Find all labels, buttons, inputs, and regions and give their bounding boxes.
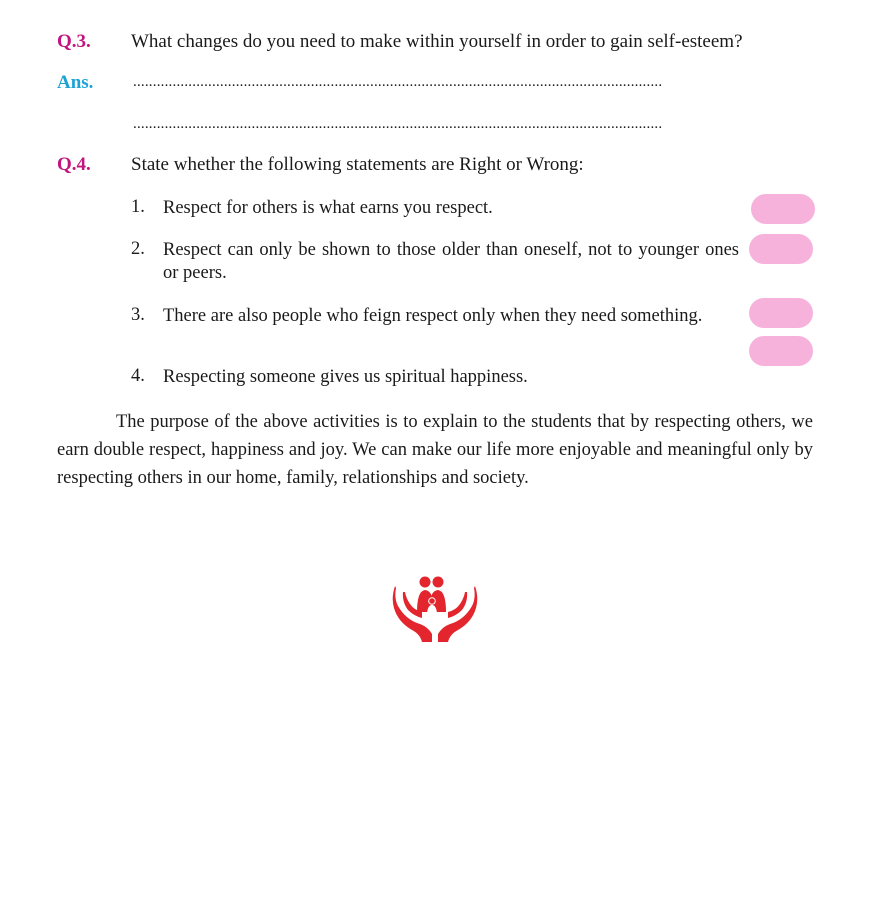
answer-box-4[interactable] (749, 336, 813, 366)
statement-text: Respecting someone gives us spiritual happiness. (163, 367, 528, 387)
answer-label: Ans. (57, 72, 94, 93)
item-number: 2. (131, 239, 145, 259)
statement-text: Respect can only be shown to those older than oneself, not to younger ones or peers. (163, 240, 739, 283)
item-number: 3. (131, 305, 145, 325)
q3-label: Q.3. (57, 31, 91, 52)
statement-text: There are also people who feign respect only when they need something. (163, 306, 703, 326)
conclusion-paragraph: The purpose of the above activities is to explain to the students that by respecting others, we earn double respect, happiness and joy. We can make our life more enjoyable and meaningful only by respecting others in our home, family, relationships and society. (57, 412, 813, 488)
answer-box-3[interactable] (749, 298, 813, 328)
answer-line-2[interactable]: ...................................................................................................................................... (133, 116, 663, 132)
q4-text: State whether the following statements are Right or Wrong: (131, 154, 584, 175)
item-number: 4. (131, 366, 145, 386)
item-number: 1. (131, 197, 145, 217)
q3-text: What changes do you need to make within yourself in order to gain self-esteem? (131, 31, 743, 52)
statement-text: Respect for others is what earns you respect. (163, 198, 493, 218)
caring-hands-family-icon (392, 572, 478, 642)
q4-label: Q.4. (57, 154, 91, 175)
answer-box-2[interactable] (749, 234, 813, 264)
answer-line-1[interactable]: ...................................................................................................................................... (133, 74, 663, 90)
answer-box-1[interactable] (751, 194, 815, 224)
